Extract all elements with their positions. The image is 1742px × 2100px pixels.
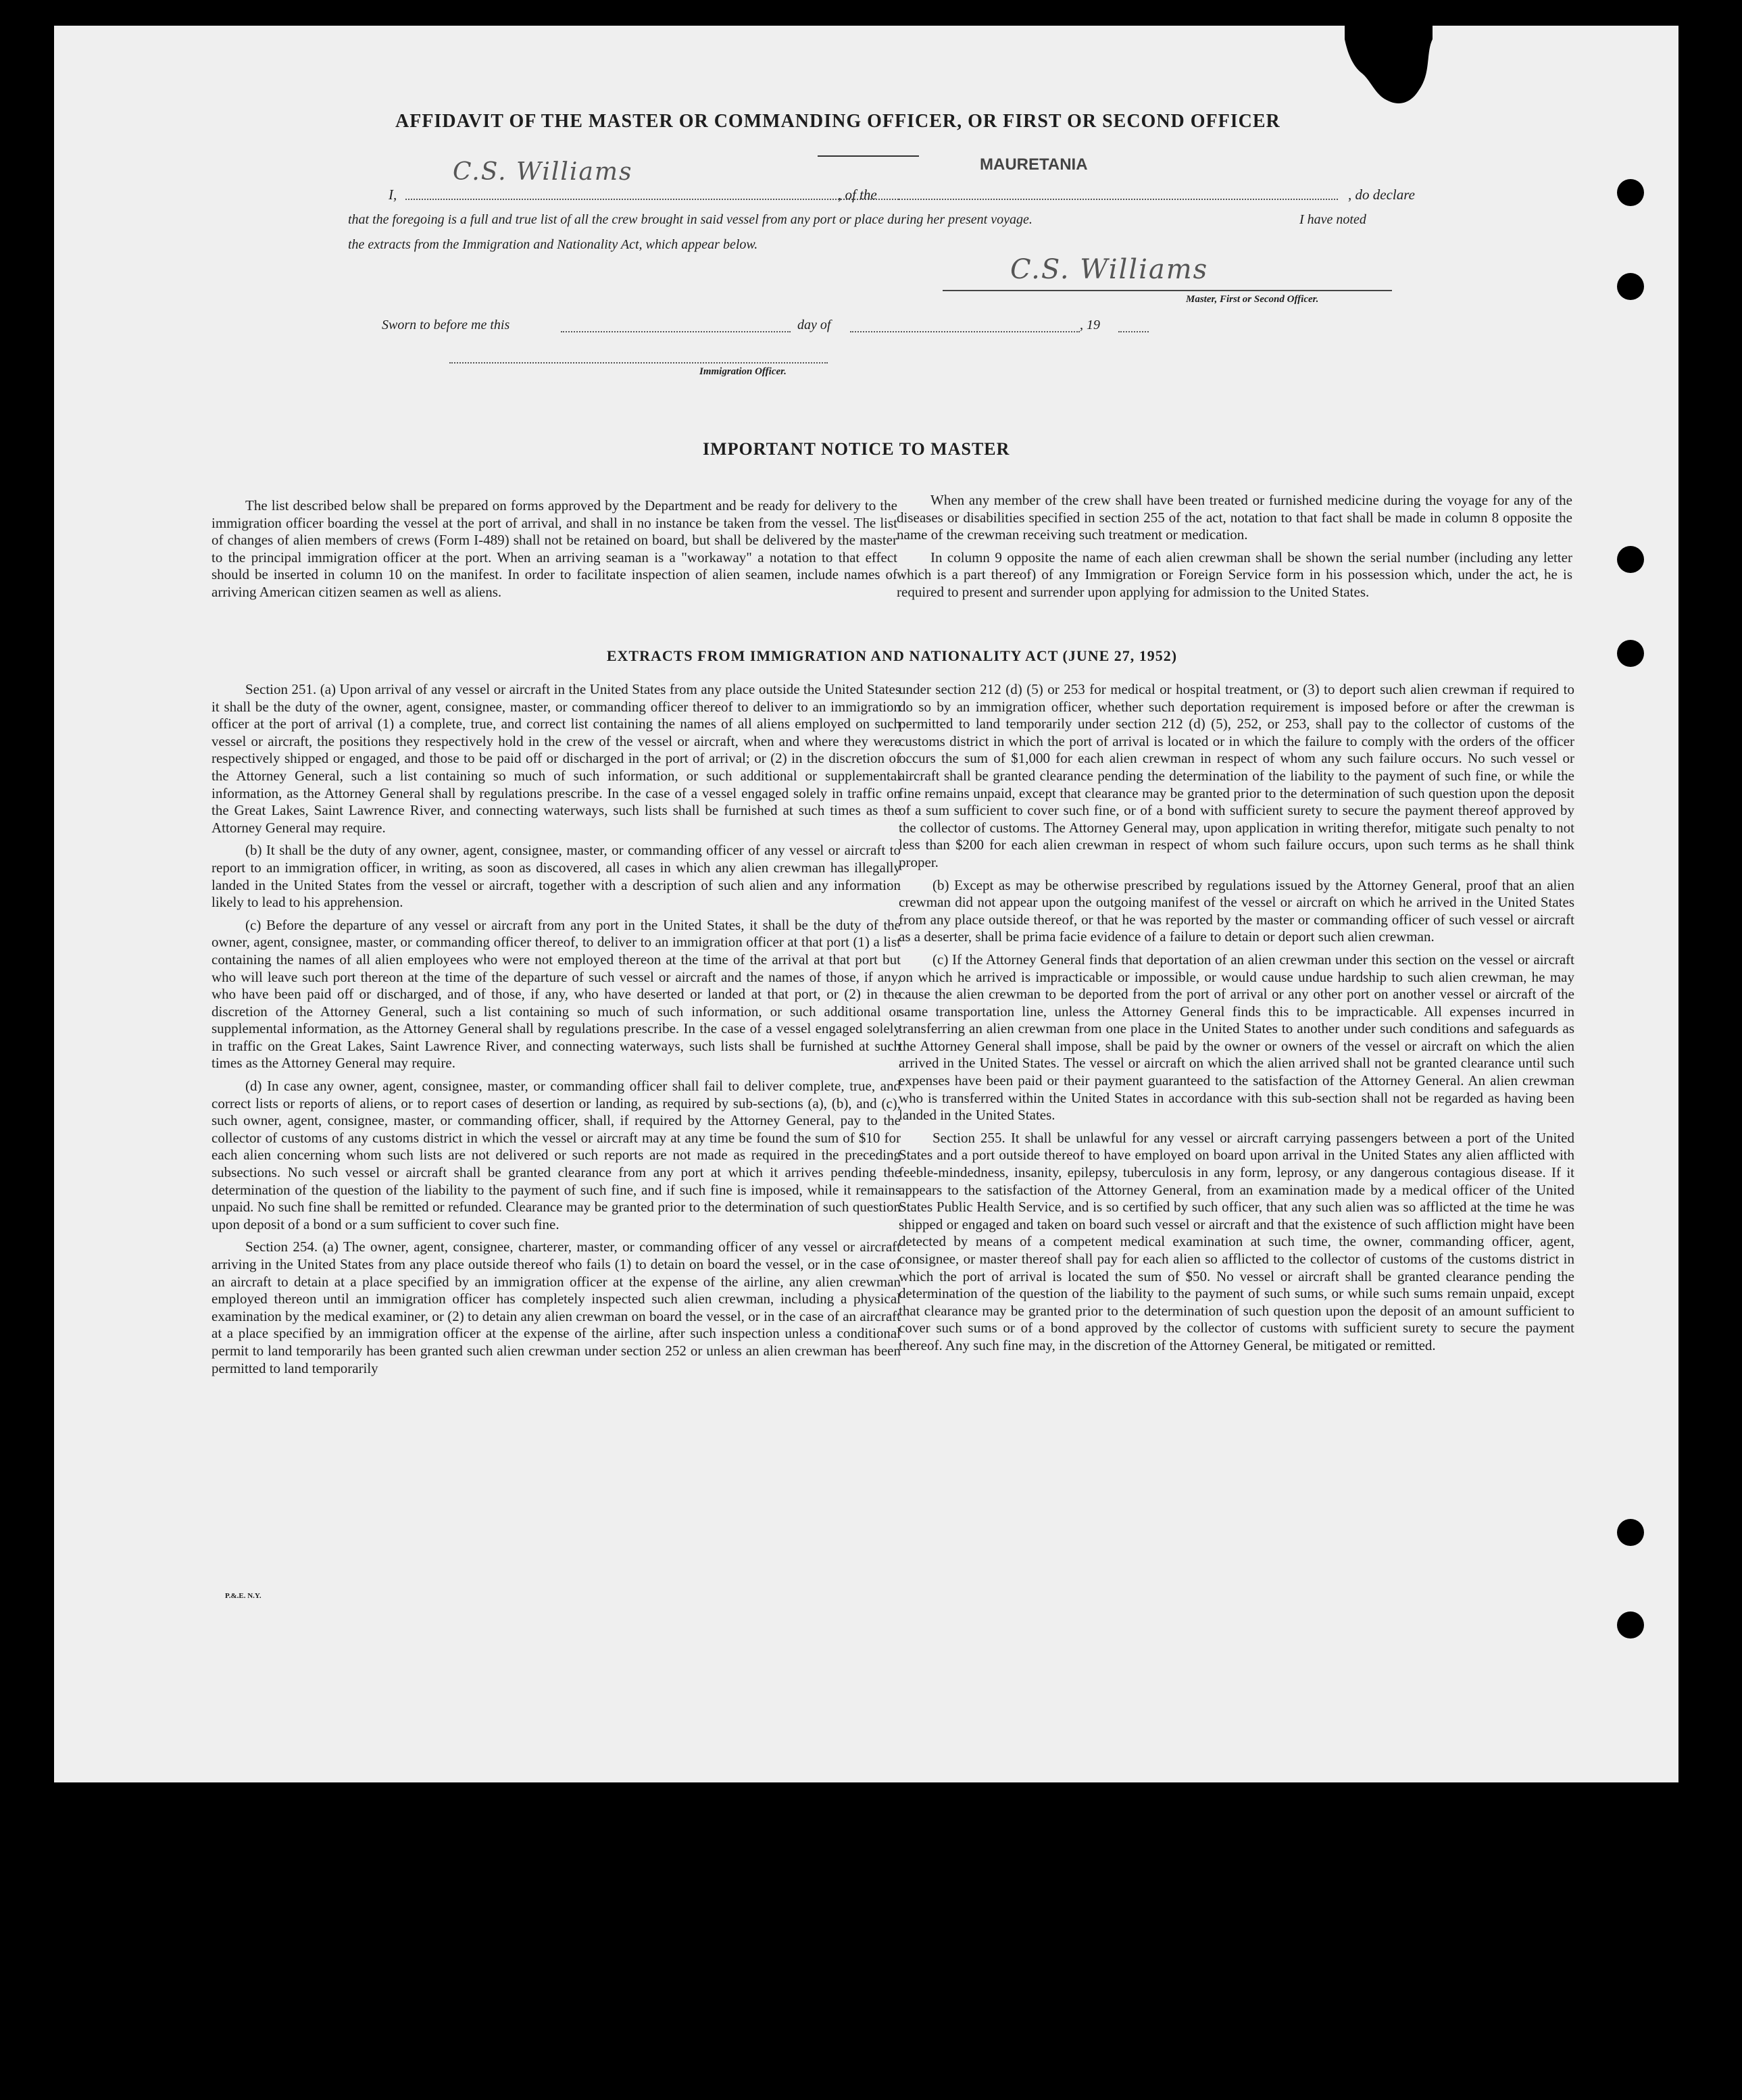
extracts-right-column bbox=[899, 681, 1574, 1360]
notice-title: IMPORTANT NOTICE TO MASTER bbox=[703, 439, 1010, 459]
notice-right-paragraph-2: In column 9 opposite the name of each alien crewman shall be shown the serial number (including any letter which is a part thereof) of any Immigration or Foreign Service form in his possession which, under the act, he is required to present and surrender upon applying for admission to the United States. bbox=[897, 549, 1572, 600]
notice-left-paragraph: The list described below shall be prepared on forms approved by the Department and be ready for delivery to the immigration officer boarding the vessel at the port of arrival, and shall in no instance be taken from the vessel. The list of changes of alien members of crews (Form I-489) shall not be retained on board, but shall be delivered by the master to the principal immigration officer at the port. When an arriving seaman is a "workaway" a notation to that effect should be inserted in column 10 on the manifest. In order to facilitate inspection of alien seamen, include names of arriving American citizen seamen as well as aliens. bbox=[211, 497, 897, 600]
notice-left-column bbox=[211, 497, 897, 607]
extract-section-255: Section 255. It shall be unlawful for any vessel or aircraft carrying passengers between a port of the United States and a port outside thereof to have employed on board upon arrival in the United States any alien afflicted with feeble-mindedness, insanity, epilepsy, tuberculosis in any form, leprosy, or any dangerous contagious disease. If it appears to the satisfaction of the Attorney General, from an examination made by a medical officer of the United States Public Health Service, and is so certified by such officer, that any such alien was so afflicted at the time he was shipped or engaged and taken on board such vessel or aircraft and that the existence of such affliction might have been detected by means of a competent medical examination at such time, the owner, commanding officer, agent, consignee, or master thereof shall pay for each alien so afflicted to the collector of customs of the customs district in which the port of arrival is located the sum of $50. No vessel or aircraft shall be granted clearance pending the determination of the question of the liability to the payment of such sums, or while such sums remain unpaid, except that clearance may be granted prior to the determination of such question upon the deposit of an amount sufficient to cover such sums or of a bond approved by the collector of customs with sufficient surety to secure the payment thereof. Any such fine may, in the discretion of the Attorney General, be mitigated or remitted. bbox=[899, 1129, 1574, 1353]
year-line bbox=[1118, 331, 1149, 332]
extracts-title: EXTRACTS FROM IMMIGRATION AND NATIONALITY ACT (JUNE 27, 1952) bbox=[606, 647, 1178, 664]
declaration-line-1b: I have noted bbox=[1299, 212, 1366, 227]
binder-hole bbox=[1617, 1611, 1644, 1639]
declaration-line-2: the extracts from the Immigration and Nationality Act, which appear below. bbox=[348, 237, 758, 252]
extract-section-251d: (d) In case any owner, agent, consignee, master, or commanding officer shall fail to deliver complete, true, and correct lists or reports of aliens, or to report cases of desertion or landing, as required by sub-sections (a), (b), and (c), such owner, agent, consignee, master, or commanding officer, shall, if required by the Attorney General, pay to the collector of customs of any customs district in which the vessel or aircraft may at any time be found the sum of $10 for each alien concerning whom such lists are not delivered or such reports are not made as required in the preceding subsections. No such vessel or aircraft shall be granted clearance from any port at which it arrives pending the determination of the question of the liability to the payment of such fine, and if such fine is imposed, while it remains unpaid. No such fine shall be remitted or refunded. Clearance may be granted prior to the determination of such question upon deposit of a bond or a sum sufficient to cover such fine. bbox=[211, 1078, 901, 1232]
declaration-i-label: I, bbox=[389, 186, 397, 203]
extracts-left-column bbox=[211, 681, 901, 1382]
officer-name-line bbox=[405, 199, 899, 200]
month-line bbox=[850, 331, 1080, 332]
extract-section-254b: (b) Except as may be otherwise prescribed by regulations issued by the Attorney General, proof that an alien crewman did not appear upon the outgoing manifest of the vessel or aircraft on which he arrived in the United States from any place outside thereof, or that he was reported by the master or commanding officer of such vessel or aircraft as a deserter, shall be prima facie evidence of a failure to detain or deport such alien crewman. bbox=[899, 876, 1574, 945]
signature-line bbox=[943, 290, 1392, 291]
extract-section-254a: Section 254. (a) The owner, agent, consignee, charterer, master, or commanding officer of any vessel or aircraft arriving in the United States from any place outside thereof who fails (1) to detain on board the vessel, or in the case of an aircraft to detain at a place specified by an immigration officer at the expense of the airline, any alien crewman employed thereon until an immigration officer has completely inspected such alien crewman, including a physical examination by the medical examiner, or (2) to detain any alien crewman on board the vessel, or in the case of an aircraft at a place specified by an immigration officer at the expense of the airline, after such inspection unless a conditional permit to land temporarily has been granted such alien crewman under section 252 or unless an alien crewman has been permitted to land temporarily bbox=[211, 1239, 901, 1376]
officer-name-handwritten: C.S. Williams bbox=[453, 158, 633, 186]
document-page bbox=[54, 26, 1678, 1782]
binder-hole bbox=[1617, 546, 1644, 573]
vessel-name-stamp: MAURETANIA bbox=[980, 155, 1088, 174]
binder-hole bbox=[1617, 640, 1644, 667]
vessel-name-line bbox=[899, 199, 1338, 200]
extract-section-251a: Section 251. (a) Upon arrival of any vessel or aircraft in the United States from any place outside the United States it shall be the duty of the owner, agent, consignee, master, or commanding officer thereof to deliver to an immigration officer at the port of arrival (1) a complete, true, and correct list containing the names of all aliens employed on such vessel or aircraft, the positions they respectively hold in the crew of the vessel or aircraft, when and where they were respectively shipped or engaged, and those to be paid off or discharged in the port of arrival; or (2) in the discretion of the Attorney General, such a list containing so much of such information, or such additional or supplemental information, as the Attorney General shall by regulations prescribe. In the case of a vessel engaged solely in traffic on the Great Lakes, Saint Lawrence River, and connecting waterways, such lists shall be furnished at such times as the Attorney General may require. bbox=[211, 681, 901, 836]
binder-hole bbox=[1617, 179, 1644, 206]
sworn-date-line bbox=[561, 331, 791, 332]
do-declare-label: , do declare bbox=[1348, 186, 1415, 203]
signature-caption: Master, First or Second Officer. bbox=[1186, 294, 1319, 305]
immigration-officer-line bbox=[449, 362, 828, 364]
declaration-line-1: that the foregoing is a full and true list of all the crew brought in said vessel from any port or place during her present voyage. bbox=[348, 212, 1032, 227]
notice-right-column bbox=[897, 492, 1572, 607]
extract-section-254c: (c) If the Attorney General finds that deportation of an alien crewman under this section on the vessel or aircraft on which he arrived is impracticable or impossible, or would cause undue hardship to such alien crewman, he may cause the alien crewman to be deported from the port of arrival or any other port on another vessel or aircraft of the same transportation line, unless the Attorney General finds this to be impracticable. All expenses incurred in transferring an alien crewman from one place in the United States to another under such conditions and safeguards as the Attorney General shall impose, shall be paid by the owner or owners of the vessel or aircraft on which the alien arrived in the United States. The vessel or aircraft on which the alien arrived shall not be granted clearance until such expenses have been paid or their payment guaranteed to the satisfaction of the Attorney General. An alien crewman who is transferred within the United States in accordance with this sub-section shall not be regarded as having been landed in the United States. bbox=[899, 951, 1574, 1124]
officer-signature: C.S. Williams bbox=[1010, 254, 1209, 285]
day-of-label: day of bbox=[797, 318, 831, 332]
binder-hole bbox=[1617, 1519, 1644, 1546]
printer-mark: P.&.E. N.Y. bbox=[225, 1592, 262, 1600]
binder-hole bbox=[1617, 273, 1644, 300]
year-label: , 19 bbox=[1080, 318, 1100, 332]
immigration-officer-caption: Immigration Officer. bbox=[699, 366, 787, 377]
title-rule bbox=[818, 155, 919, 157]
extract-section-251b: (b) It shall be the duty of any owner, agent, consignee, master, or commanding officer of any vessel or aircraft to report to an immigration officer, in writing, as soon as discovered, all cases in which any alien crewman has illegally landed in the United States from the vessel or aircraft, together with a description of such alien and any information likely to lead to his apprehension. bbox=[211, 842, 901, 911]
affidavit-title: AFFIDAVIT OF THE MASTER OR COMMANDING OFFICER, OR FIRST OR SECOND OFFICER bbox=[395, 111, 1280, 132]
extract-section-254a-continued: under section 212 (d) (5) or 253 for medical or hospital treatment, or (3) to deport such alien crewman if required to do so by an immigration officer, whether such deportation requirement is imposed before or after the crewman is permitted to land temporarily under section 212 (d) (5), 252, or 253, shall pay to the collector of customs of the customs district in which the port of arrival is located or in which the failure to comply with the orders of the officer occurs the sum of $1,000 for each alien crewman in respect of whom any such failure occurs. No such vessel or aircraft shall be granted clearance pending the determination of the liability to the payment of such fine, or while the fine remains unpaid, except that clearance may be granted prior to the determination of such question upon the deposit of a sum sufficient to cover such fine, or of a bond with sufficient surety to secure the payment thereof approved by the collector of customs. The Attorney General may, upon application in writing therefor, mitigate such penalty to not less than $200 for each alien crewman in respect of whom such failure occurs, upon such terms as he shall think proper. bbox=[899, 681, 1574, 870]
of-the-label: , of the bbox=[838, 186, 877, 203]
damaged-corner bbox=[1345, 26, 1433, 120]
notice-right-paragraph-1: When any member of the crew shall have been treated or furnished medicine during the voyage for any of the diseases or disabilities specified in section 255 of the act, notation to that fact shall be made in column 8 opposite the name of the crewman receiving such treatment or medication. bbox=[897, 492, 1572, 543]
extract-section-251c: (c) Before the departure of any vessel or aircraft from any port in the United States, it shall be the duty of the owner, agent, consignee, master, or commanding officer thereof, to deliver to an immigration officer at that port (1) a list containing the names of all alien employees who were not employed thereon at the time of the arrival at that port but who will leave such port thereon at the time of the departure of such vessel or aircraft and the names of those, if any, who have been paid off or discharged, and of those, if any, who have deserted or landed at that port, or (2) in the discretion of the Attorney General, such a list containing so much of such information, or such additional or supplemental information, as the Attorney General shall by regulations prescribe. In the case of a vessel engaged solely in traffic on the Great Lakes, Saint Lawrence River, and connecting waterways, such lists shall be furnished at such times as the Attorney General may require. bbox=[211, 916, 901, 1072]
sworn-label: Sworn to before me this bbox=[382, 318, 510, 332]
